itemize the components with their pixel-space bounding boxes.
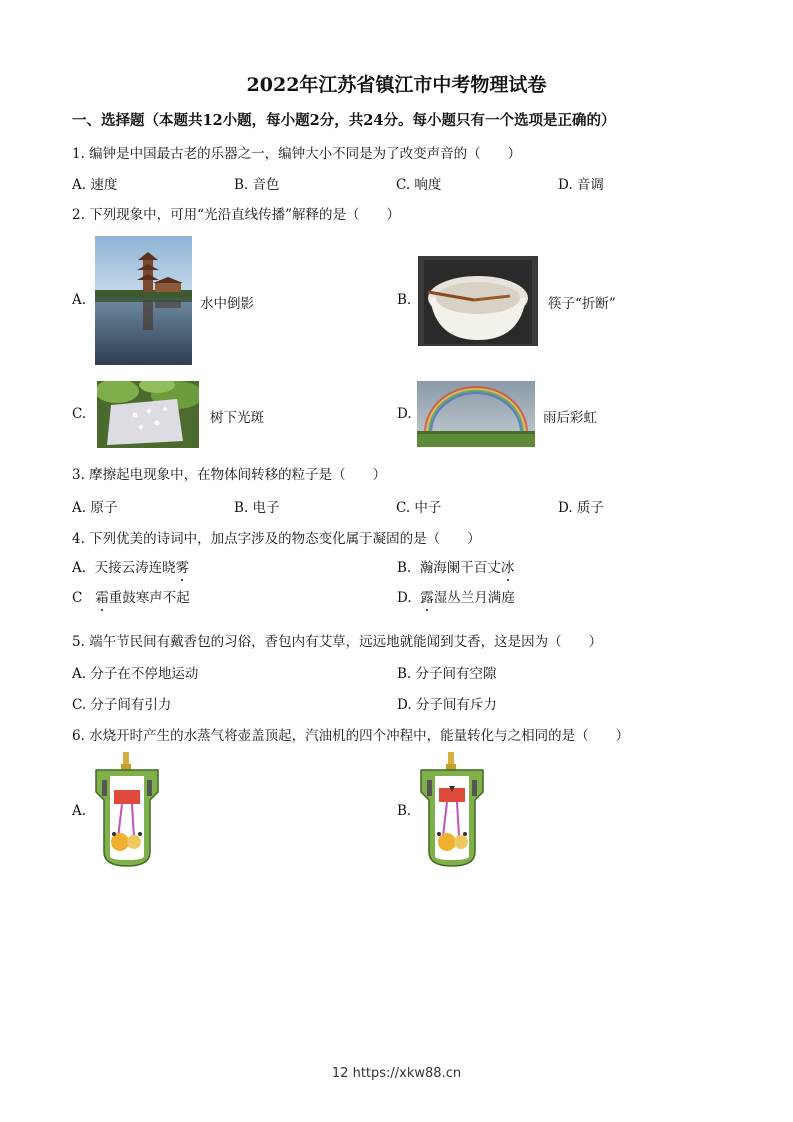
tree-light-spots-photo: [97, 381, 199, 448]
q3-option-b: B. 电子: [234, 500, 280, 516]
q2-option-d-letter: D.: [397, 406, 412, 422]
q6-option-b-letter: B.: [397, 803, 412, 819]
question-1-stem: 1. 编钟是中国最古老的乐器之一，编钟大小不同是为了改变声音的（ ）: [72, 146, 522, 162]
q4-option-b-letter: B.: [397, 560, 412, 576]
q2-option-c-text: 树下光斑: [210, 410, 264, 426]
q4-option-a: [72, 556, 189, 576]
q4-option-c-post: 重鼓寒声不起: [108, 590, 190, 606]
q4-option-b-pre: 瀚海阑干百丈: [419, 560, 501, 576]
pagoda-reflection-photo: [95, 236, 192, 365]
rainbow-photo: [417, 381, 535, 447]
q4-option-c: [72, 586, 190, 606]
q4-option-b: [397, 556, 514, 576]
q5-option-b: B. 分子间有空隙: [397, 666, 497, 682]
q4-option-d: [397, 586, 515, 606]
engine-stroke-a-diagram: [92, 752, 162, 870]
q5-option-c: C. 分子间有引力: [72, 697, 172, 713]
chopstick-bowl-photo: [418, 256, 538, 346]
question-2-stem: 2. 下列现象中，可用“光沿直线传播”解释的是（ ）: [72, 207, 400, 223]
q3-option-a: A. 原子: [72, 500, 118, 516]
q5-option-d: D. 分子间有斥力: [397, 697, 497, 713]
question-4-stem: 4. 下列优美的诗词中，加点字涉及的物态变化属于凝固的是（ ）: [72, 531, 481, 547]
q4-option-b-dotted: 冰: [500, 560, 515, 576]
q1-option-d: D. 音调: [558, 177, 604, 193]
q2-option-a-text: 水中倒影: [200, 296, 254, 312]
q4-option-d-post: 湿丛兰月满庭: [433, 590, 515, 606]
section-heading: 一、选择题（本题共12小题，每小题2分，共24分。每小题只有一个选项是正确的）: [72, 112, 616, 129]
q2-option-d-text: 雨后彩虹: [543, 410, 597, 426]
q4-option-c-letter: C: [72, 590, 83, 606]
q6-option-a-letter: A.: [72, 803, 87, 819]
q4-option-d-letter: D.: [397, 590, 412, 606]
question-6-stem: 6. 水烧开时产生的水蒸气将壶盖顶起，汽油机的四个冲程中，能量转化与之相同的是（ ）: [72, 728, 630, 744]
q5-option-a: A. 分子在不停地运动: [72, 666, 199, 682]
q3-option-c: C. 中子: [396, 500, 442, 516]
question-5-stem: 5. 端午节民间有戴香包的习俗，香包内有艾草，远远地就能闻到艾香，这是因为（ ）: [72, 634, 603, 650]
q2-option-c-letter: C.: [72, 406, 87, 422]
q4-option-c-dotted: 霜: [95, 590, 109, 606]
q2-option-b-letter: B.: [397, 292, 412, 308]
q1-option-c: C. 响度: [396, 177, 442, 193]
q1-option-b: B. 音色: [234, 177, 280, 193]
q3-option-d: D. 质子: [558, 500, 604, 516]
q2-option-a-letter: A.: [72, 292, 87, 308]
q4-option-a-dotted: 雾: [175, 560, 190, 576]
q4-option-d-dotted: 露: [420, 590, 434, 606]
page-title: 2022年江苏省镇江市中考物理试卷: [246, 74, 547, 96]
page-footer: 12 https://xkw88.cn: [331, 1066, 462, 1081]
q2-option-b-text: 筷子“折断”: [548, 296, 616, 312]
engine-stroke-b-diagram: [417, 752, 487, 870]
q4-option-a-pre: 天接云涛连晓: [94, 560, 176, 576]
q1-option-a: A. 速度: [72, 177, 118, 193]
q4-option-a-letter: A.: [72, 560, 87, 576]
question-3-stem: 3. 摩擦起电现象中，在物体间转移的粒子是（ ）: [72, 467, 387, 483]
